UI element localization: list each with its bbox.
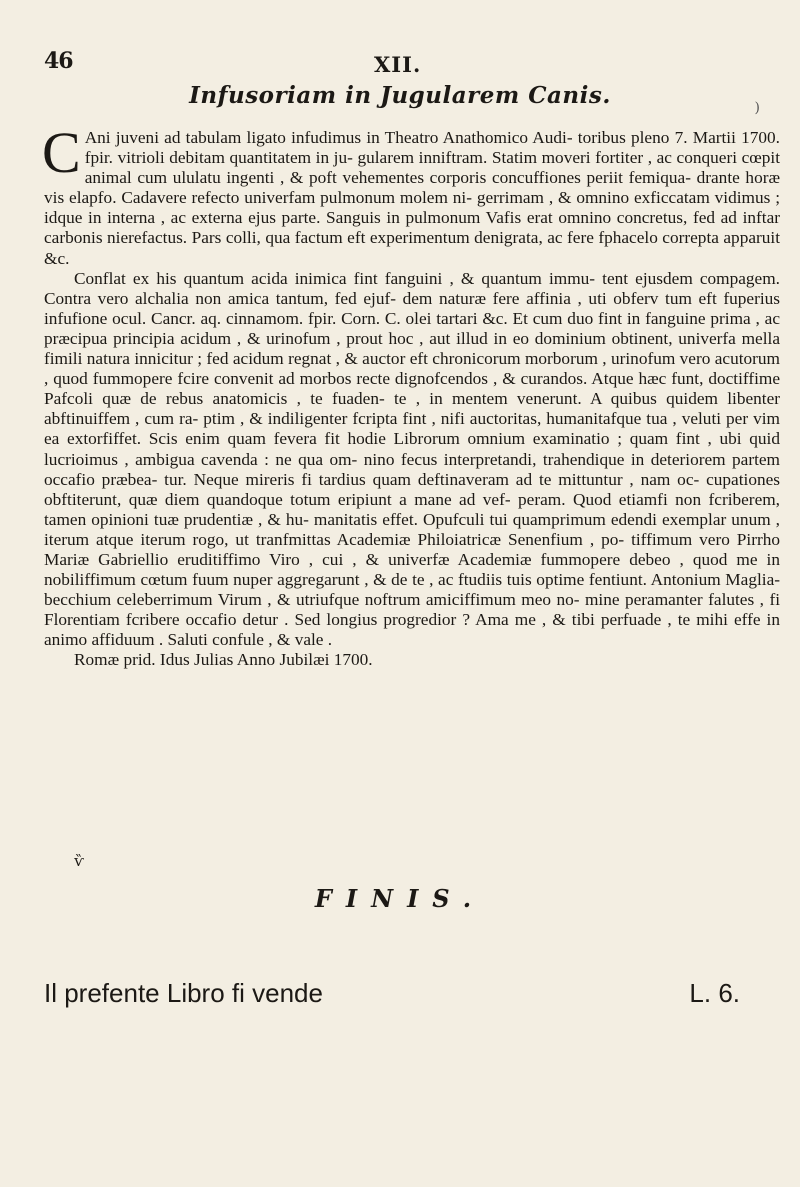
sale-notice-text: Il prefente Libro fi vende xyxy=(44,978,323,1008)
body-text xyxy=(42,120,780,671)
section-number: XII. xyxy=(374,52,422,77)
paragraph-1-text: Ani juveni ad tabulam ligato infudimus in Theatro Anathomico Audi- toribus pleno 7. Martii 1700. fpir. vitrioli debitam quantitatem in ju- gularem inniftram. Statim moveri fortiter , ac conqueri cœpit animal cum ululatu ingenti , & poft vehementes corporis concuffiones periit femiqua- drante horæ vis elapfo. Cadavere refecto univerfam pulmonum molem ni- gerrimam , & omnino exficcatam vidimus ; idque in interna , ac externa ejus parte. Sanguis in pulmonum Vafis erat omnino concretus, fed ad inftar carbonis nierefactus. Pars colli, qua factum eft experimentum denigrata, ac fere fphacelo correpta apparuit &c. xyxy=(44,128,780,268)
sale-notice xyxy=(44,978,756,1009)
sale-price: L. 6. xyxy=(689,978,740,1008)
page-title: Infusoriam in Jugularem Canis. xyxy=(189,82,611,109)
margin-mark: ) xyxy=(754,100,760,116)
signature-mark: ѷ xyxy=(74,852,85,870)
drop-cap: C xyxy=(42,120,81,185)
finis-heading: FINIS. xyxy=(314,884,486,913)
page-number: 46 xyxy=(44,48,73,74)
paragraph-1 xyxy=(42,120,780,269)
paragraph-2: Conflat ex his quantum acida inimica fint fanguini , & quantum immu- tent ejusdem compagem. Contra vero alchalia non amica tantum, fed ejuf- dem naturæ fere affinia , uti obferv tum eft fuperius infufione ocul. Cancr. aq. cinnamom. fpir. Corn. C. olei tartari &c. Et cum duo fint in fanguine prima , ac præcipua principia acidum , & urinofum , prout hoc , aut illud in eo dominium obtinent, univerfa mella fimili natura innicitur ; fed acidum regnat , & auctor eft chronicorum morborum , urinofum vero acutorum , quod fummopere fcire convenit ad morbos recte dignofcendos , & curandos. Atque hæc funt, doctiffime Pafcoli quæ de rebus anatomicis , te fuaden- te , in mentem venerunt. A quibus quidem libenter abftinuiffem , cum ra- ptim , & indiligenter fcripta fint , nifi auctoritas, humanitafque tua , veluti per vim ea extorfiffet. Scis enim quam fevera fit hodie Librorum omnium examinatio ; quam fint , ubi quid lucrioimus , ambigua cavenda : ne qua om- nino fecus interpretandi, trahendique in deteriorem partem occafio præbea- tur. Neque mireris fi tardius quam deftinaveram ad te mittuntur , nam oc- cupationes obftiterunt, quæ diem quandoque totum eripiunt a mane ad vef- peram. Quod etiamfi non fcriberem, tamen opinioni tuæ prudentiæ , & hu- manitatis effet. Opufculi tui quamprimum edendi exemplar unum , iterum atque iterum rogo, ut tranfmittas Academiæ Philoiatricæ Senenfium , po- tiffimum vero Pirrho Mariæ Gabriellio eruditiffimo Viro , cui , & univerfæ Academiæ fummopere debeo , quod me in nobiliffimum cœtum fuum nuper aggregarunt , & de te , ac ftudiis tuis optime fentiunt. Antonium Maglia- becchium celeberrimum Virum , & utriufque noftrum amiciffimum meo no- mine peramanter falutes , fi Florentiam fcribere occafio detur . Sed longius progredior ? Ama me , & tibi perfuade , te mihi effe in animo affiduum . Saluti confule , & vale . xyxy=(44,268,780,650)
closing-line: Romæ prid. Idus Julias Anno Jubilæi 1700. xyxy=(74,650,373,670)
